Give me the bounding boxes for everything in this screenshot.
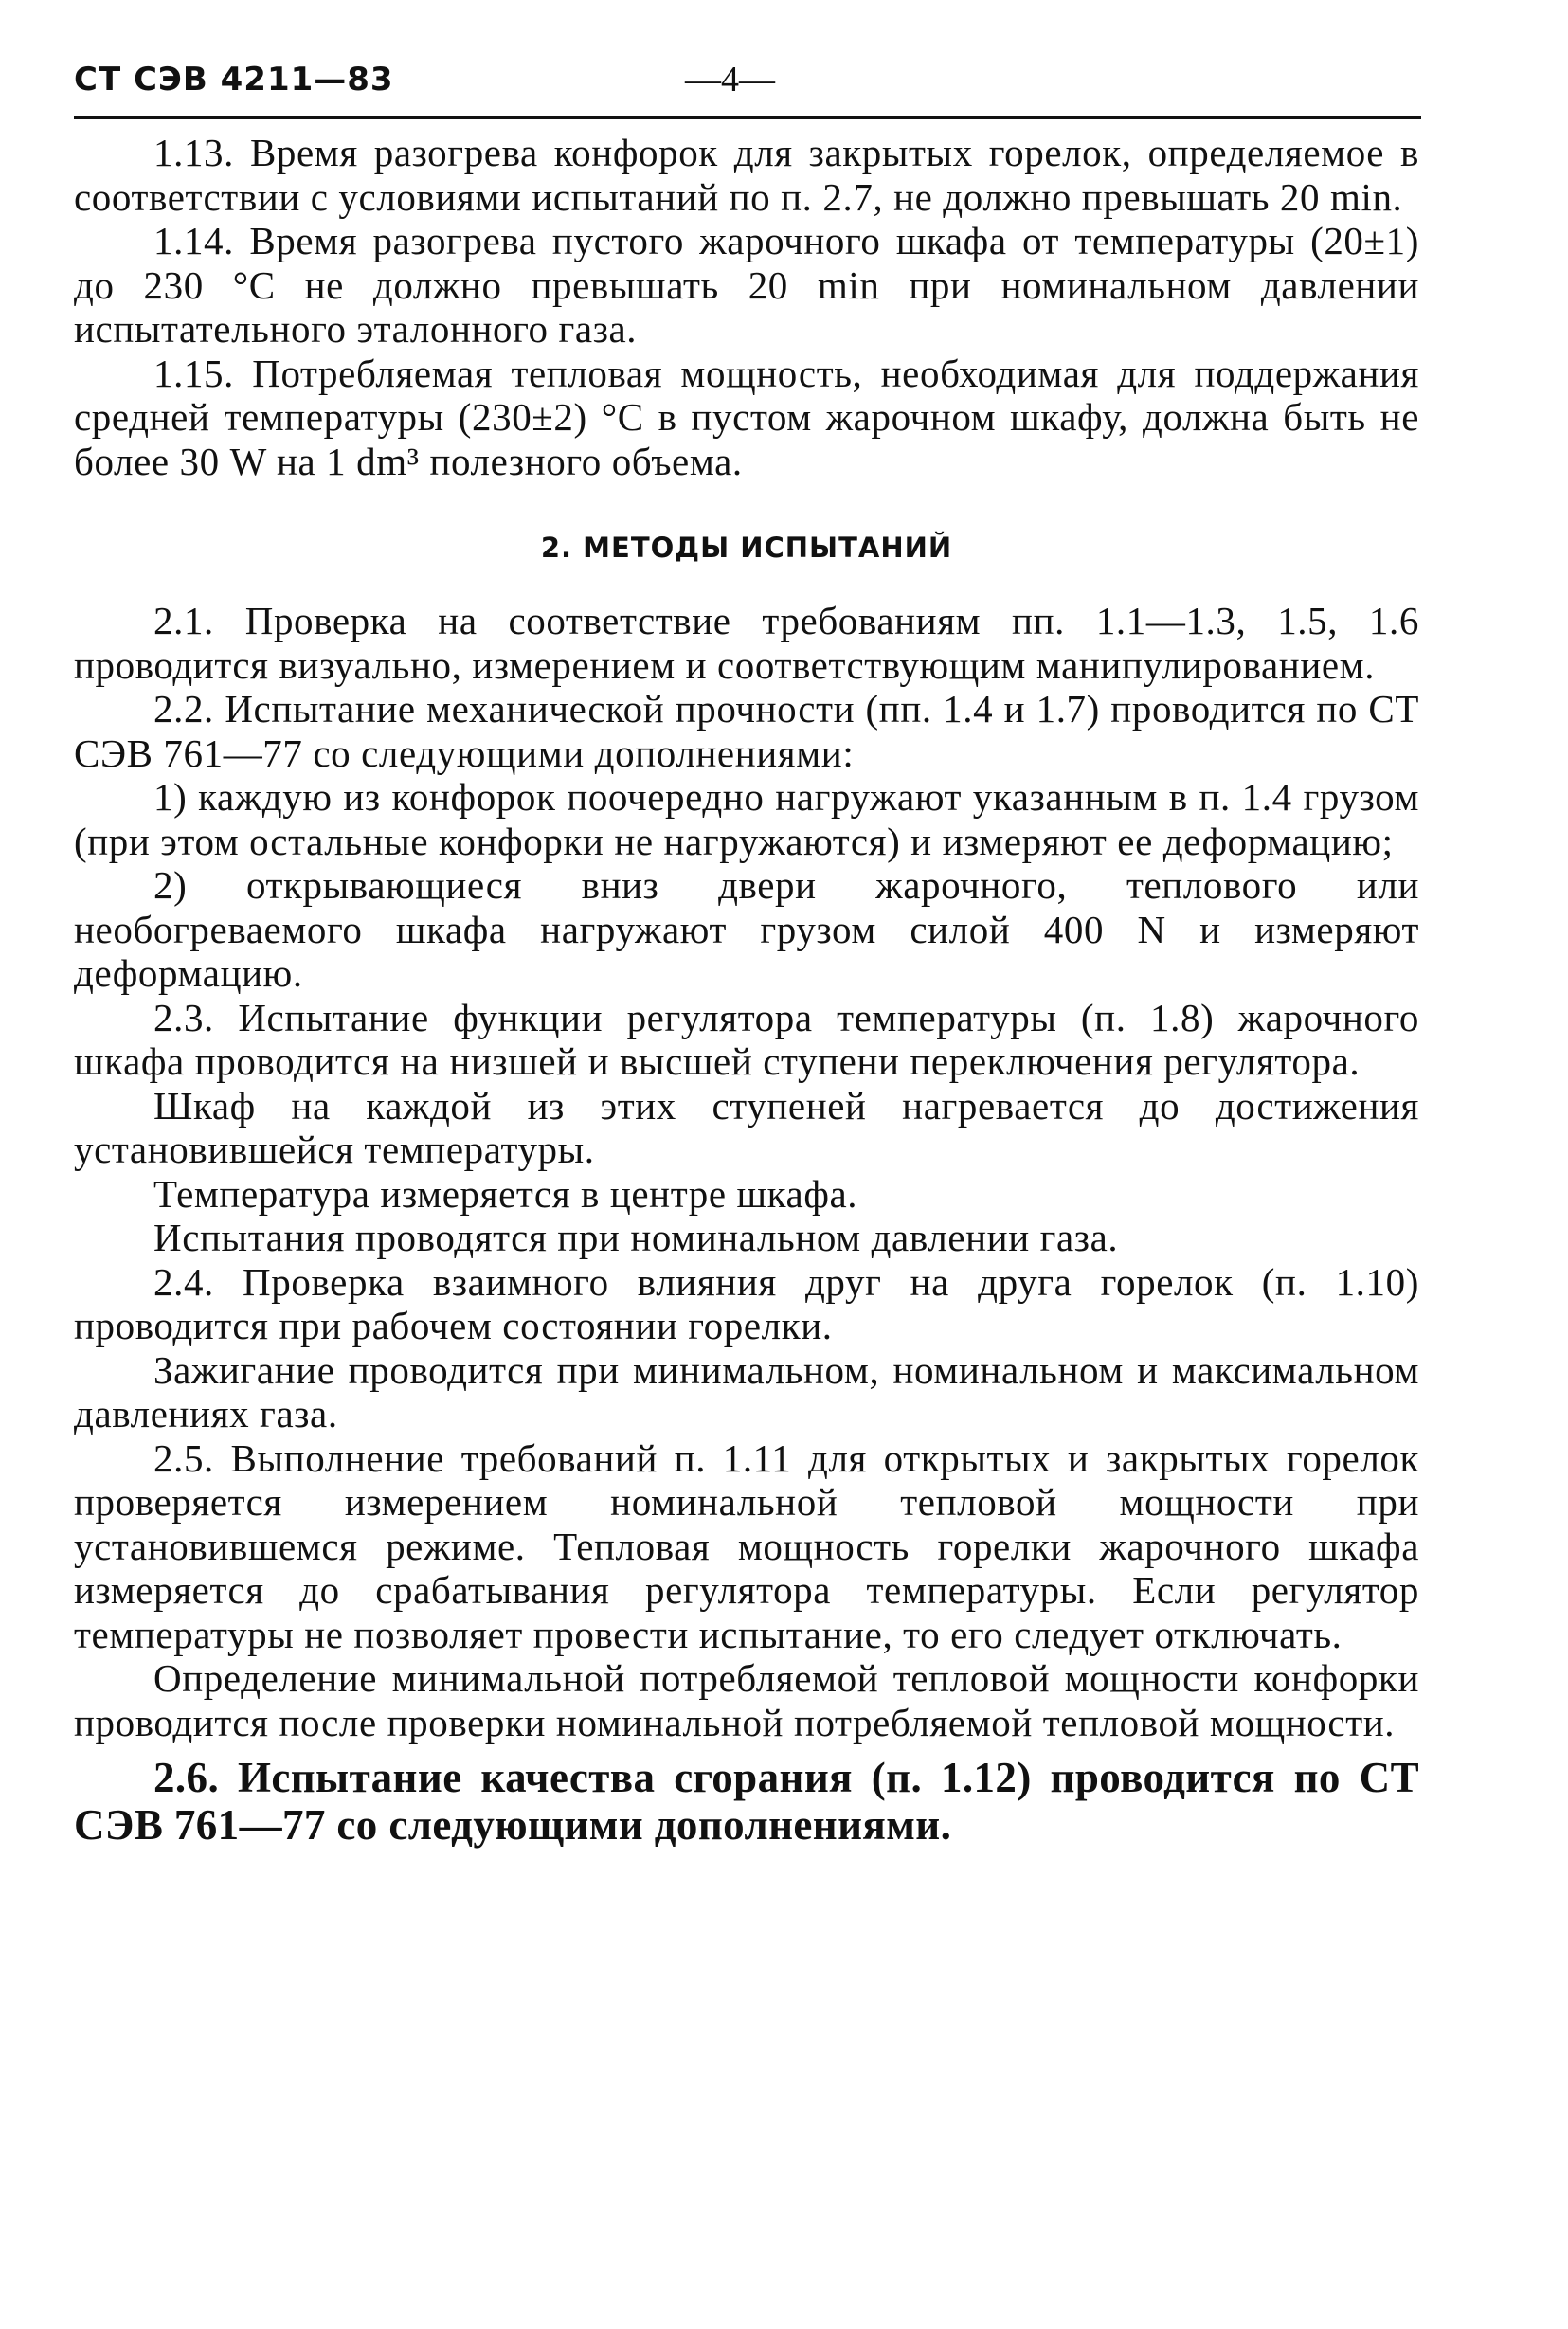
paragraph-2-1: 2.1. Проверка на соответствие требованиям пп. 1.1—1.3, 1.5, 1.6 проводится визуально, измерением и соответствующим манипулированием.: [74, 599, 1419, 687]
paragraph-2-5: 2.5. Выполнение требований п. 1.11 для открытых и закрытых горелок проверяется измерением номинальной тепловой мощности при установившемся режиме. Тепловая мощность горелки жарочного шкафа измеряется до срабатывания регулятора температуры. Если регулятор температуры не позволяет провести испытание, то его следует отключать.: [74, 1435, 1419, 1656]
document-code: СТ СЭВ 4211—83: [74, 61, 394, 99]
document-body: [74, 131, 1419, 1849]
paragraph-2-4-ignition: Зажигание проводится при минимальном, номинальном и максимальном давлениях газа.: [74, 1347, 1419, 1435]
paragraph-1-15: 1.15. Потребляемая тепловая мощность, необходимая для поддержания средней температуры (230±2) °C в пустом жарочном шкафу, должна быть не более 30 W на 1 dm³ полезного объема.: [74, 351, 1419, 483]
paragraph-2-4: 2.4. Проверка взаимного влияния друг на друга горелок (п. 1.10) проводится при рабочем состоянии горелки.: [74, 1259, 1419, 1347]
paragraph-2-3-measure: Температура измеряется в центре шкафа.: [153, 1171, 858, 1216]
page-number: —4—: [685, 60, 775, 99]
paragraph-2-2: 2.2. Испытание механической прочности (пп. 1.4 и 1.7) проводится по СТ СЭВ 761—77 со следующими дополнениями:: [74, 687, 1419, 775]
paragraph-2-3-pressure: Испытания проводятся при номинальном давлении газа.: [153, 1216, 1119, 1259]
paragraph-1-13: 1.13. Время разогрева конфорок для закрытых горелок, определяемое в соответствии с условиями испытаний по п. 2.7, не должно превышать 20 min.: [74, 131, 1419, 219]
paragraph-2-5-minimum: Определение минимальной потребляемой тепловой мощности конфорки проводится после проверки номинальной потребляемой тепловой мощности.: [74, 1656, 1419, 1744]
paragraph-2-3-heating: Шкаф на каждой из этих ступеней нагревается до достижения установившейся температуры.: [74, 1083, 1419, 1171]
page-header: [74, 55, 1419, 112]
paragraph-2-3: 2.3. Испытание функции регулятора температуры (п. 1.8) жарочного шкафа проводится на низшей и высшей ступени переключения регулятора.: [74, 995, 1419, 1083]
list-item-1: 1) каждую из конфорок поочередно нагружают указанным в п. 1.4 грузом (при этом остальные конфорки не нагружаются) и измеряют ее деформацию;: [74, 775, 1419, 863]
paragraph-2-6: 2.6. Испытание качества сгорания (п. 1.12) проводится по СТ СЭВ 761—77 со следующими дополнениями.: [74, 1754, 1419, 1849]
list-item-2: 2) открывающиеся вниз двери жарочного, теплового или необогреваемого шкафа нагружают грузом силой 400 N и измеряют деформацию.: [74, 863, 1419, 995]
paragraph-1-14: 1.14. Время разогрева пустого жарочного шкафа от температуры (20±1) до 230 °C не должно превышать 20 min при номинальном давлении испытательного эталонного газа.: [74, 219, 1419, 351]
section-title: 2. МЕТОДЫ ИСПЫТАНИЙ: [540, 532, 953, 564]
header-divider: [74, 116, 1421, 119]
